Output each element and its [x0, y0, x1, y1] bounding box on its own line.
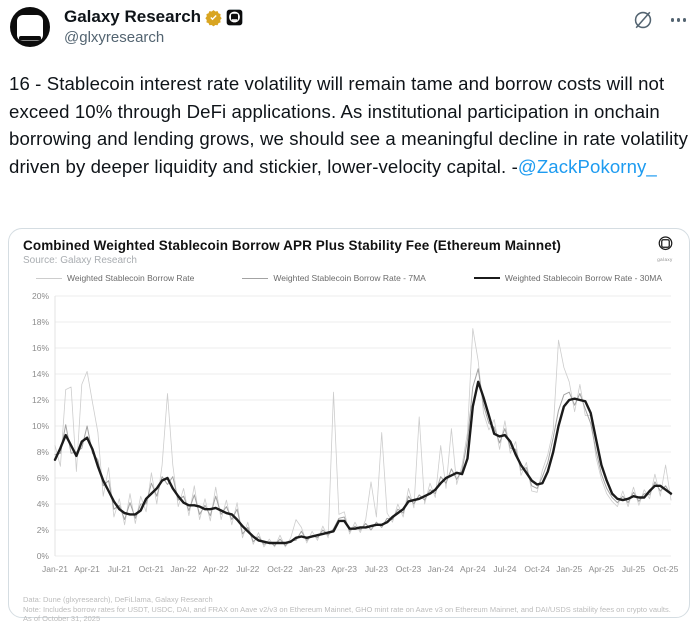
- svg-text:14%: 14%: [31, 369, 49, 379]
- chart-title: Combined Weighted Stablecoin Borrow APR Plus Stability Fee (Ethereum Mainnet): [23, 238, 562, 253]
- svg-text:Jan-21: Jan-21: [42, 564, 68, 574]
- svg-text:Oct-24: Oct-24: [524, 564, 550, 574]
- galaxy-watermark-icon: [653, 236, 677, 262]
- svg-text:18%: 18%: [31, 317, 49, 327]
- user-handle[interactable]: @glxyresearch: [64, 29, 165, 46]
- affiliate-badge-icon: [226, 9, 243, 26]
- svg-text:Apr-23: Apr-23: [331, 564, 358, 574]
- borrow-apr-chart: [21, 288, 679, 588]
- chart-card[interactable]: [8, 228, 690, 623]
- footer-data-line: Data: Dune (glxyresearch), DeFiLlama, Galaxy Research: [23, 595, 213, 604]
- svg-text:Oct-25: Oct-25: [652, 564, 679, 574]
- watermark-label: galaxy: [657, 257, 673, 262]
- svg-text:8%: 8%: [36, 447, 49, 457]
- svg-text:12%: 12%: [31, 395, 49, 405]
- chart-source: Source: Galaxy Research: [23, 255, 137, 266]
- legend-item-7ma: [242, 273, 425, 283]
- tweet-header: [6, 4, 692, 60]
- svg-text:20%: 20%: [31, 291, 49, 301]
- svg-text:Apr-22: Apr-22: [202, 564, 229, 574]
- svg-text:Apr-24: Apr-24: [460, 564, 486, 574]
- svg-text:Jan-23: Jan-23: [299, 564, 326, 574]
- legend-line-30ma: [474, 277, 500, 279]
- svg-text:Jan-24: Jan-24: [427, 564, 454, 574]
- verified-badge-icon: [205, 9, 222, 26]
- svg-text:4%: 4%: [36, 499, 49, 509]
- mention-link[interactable]: @ZackPokorny_: [517, 155, 657, 177]
- chart-footer: [9, 593, 689, 624]
- footer-asof-line: As of October 31, 2025: [23, 614, 101, 623]
- svg-text:Apr-25: Apr-25: [588, 564, 615, 574]
- svg-text:Jul-21: Jul-21: [107, 564, 131, 574]
- legend-item-raw: [36, 273, 194, 283]
- svg-text:0%: 0%: [36, 551, 49, 561]
- tweet-text: [9, 70, 691, 180]
- svg-text:Oct-22: Oct-22: [267, 564, 293, 574]
- chart-legend: [9, 270, 689, 286]
- svg-text:10%: 10%: [31, 421, 49, 431]
- plot-area: [9, 286, 689, 593]
- legend-line-7ma: [242, 278, 268, 279]
- svg-text:6%: 6%: [36, 473, 49, 483]
- svg-text:Jul-25: Jul-25: [621, 564, 646, 574]
- footer-note-line: Note: Includes borrow rates for USDT, USDC, DAI, and FRAX on Aave v2/v3 on Ethereum Mainnet, GHO mint rate on Aave v3 on Ethereum Mainnet, and DAI/USDS stability fees on crypto vaults.: [23, 604, 671, 614]
- svg-text:Oct-21: Oct-21: [138, 564, 165, 574]
- legend-line-raw: [36, 278, 62, 279]
- galaxy-logo-icon: [6, 4, 54, 52]
- svg-text:Oct-23: Oct-23: [395, 564, 422, 574]
- svg-text:Jul-23: Jul-23: [364, 564, 388, 574]
- tweet-text-main: 16 - Stablecoin interest rate volatility will remain tame and borrow costs will not exceed 10% through DeFi applications. As institutional participation in onchain borrowing and lending grows, we should see a meaningful decline in rate volatility driven by deeper liquidity and stickier, lower-velocity capital. -: [9, 73, 688, 177]
- name-block: [64, 4, 633, 60]
- svg-text:Jan-22: Jan-22: [170, 564, 197, 574]
- chart-header: [9, 229, 689, 266]
- header-actions: [633, 4, 693, 60]
- svg-text:Jan-25: Jan-25: [556, 564, 583, 574]
- legend-label-raw: Weighted Stablecoin Borrow Rate: [66, 273, 195, 283]
- legend-item-30ma: [474, 273, 662, 283]
- svg-text:Apr-21: Apr-21: [74, 564, 100, 574]
- grok-icon[interactable]: [633, 10, 653, 30]
- legend-label-7ma: Weighted Stablecoin Borrow Rate - 7MA: [273, 273, 426, 283]
- svg-text:2%: 2%: [36, 525, 49, 535]
- svg-text:16%: 16%: [31, 343, 49, 353]
- display-name[interactable]: Galaxy Research: [64, 7, 202, 26]
- legend-label-30ma: Weighted Stablecoin Borrow Rate - 30MA: [504, 273, 663, 283]
- svg-text:Jul-22: Jul-22: [236, 564, 260, 574]
- avatar[interactable]: [6, 4, 54, 52]
- svg-text:Jul-24: Jul-24: [493, 564, 517, 574]
- more-icon[interactable]: [671, 10, 687, 30]
